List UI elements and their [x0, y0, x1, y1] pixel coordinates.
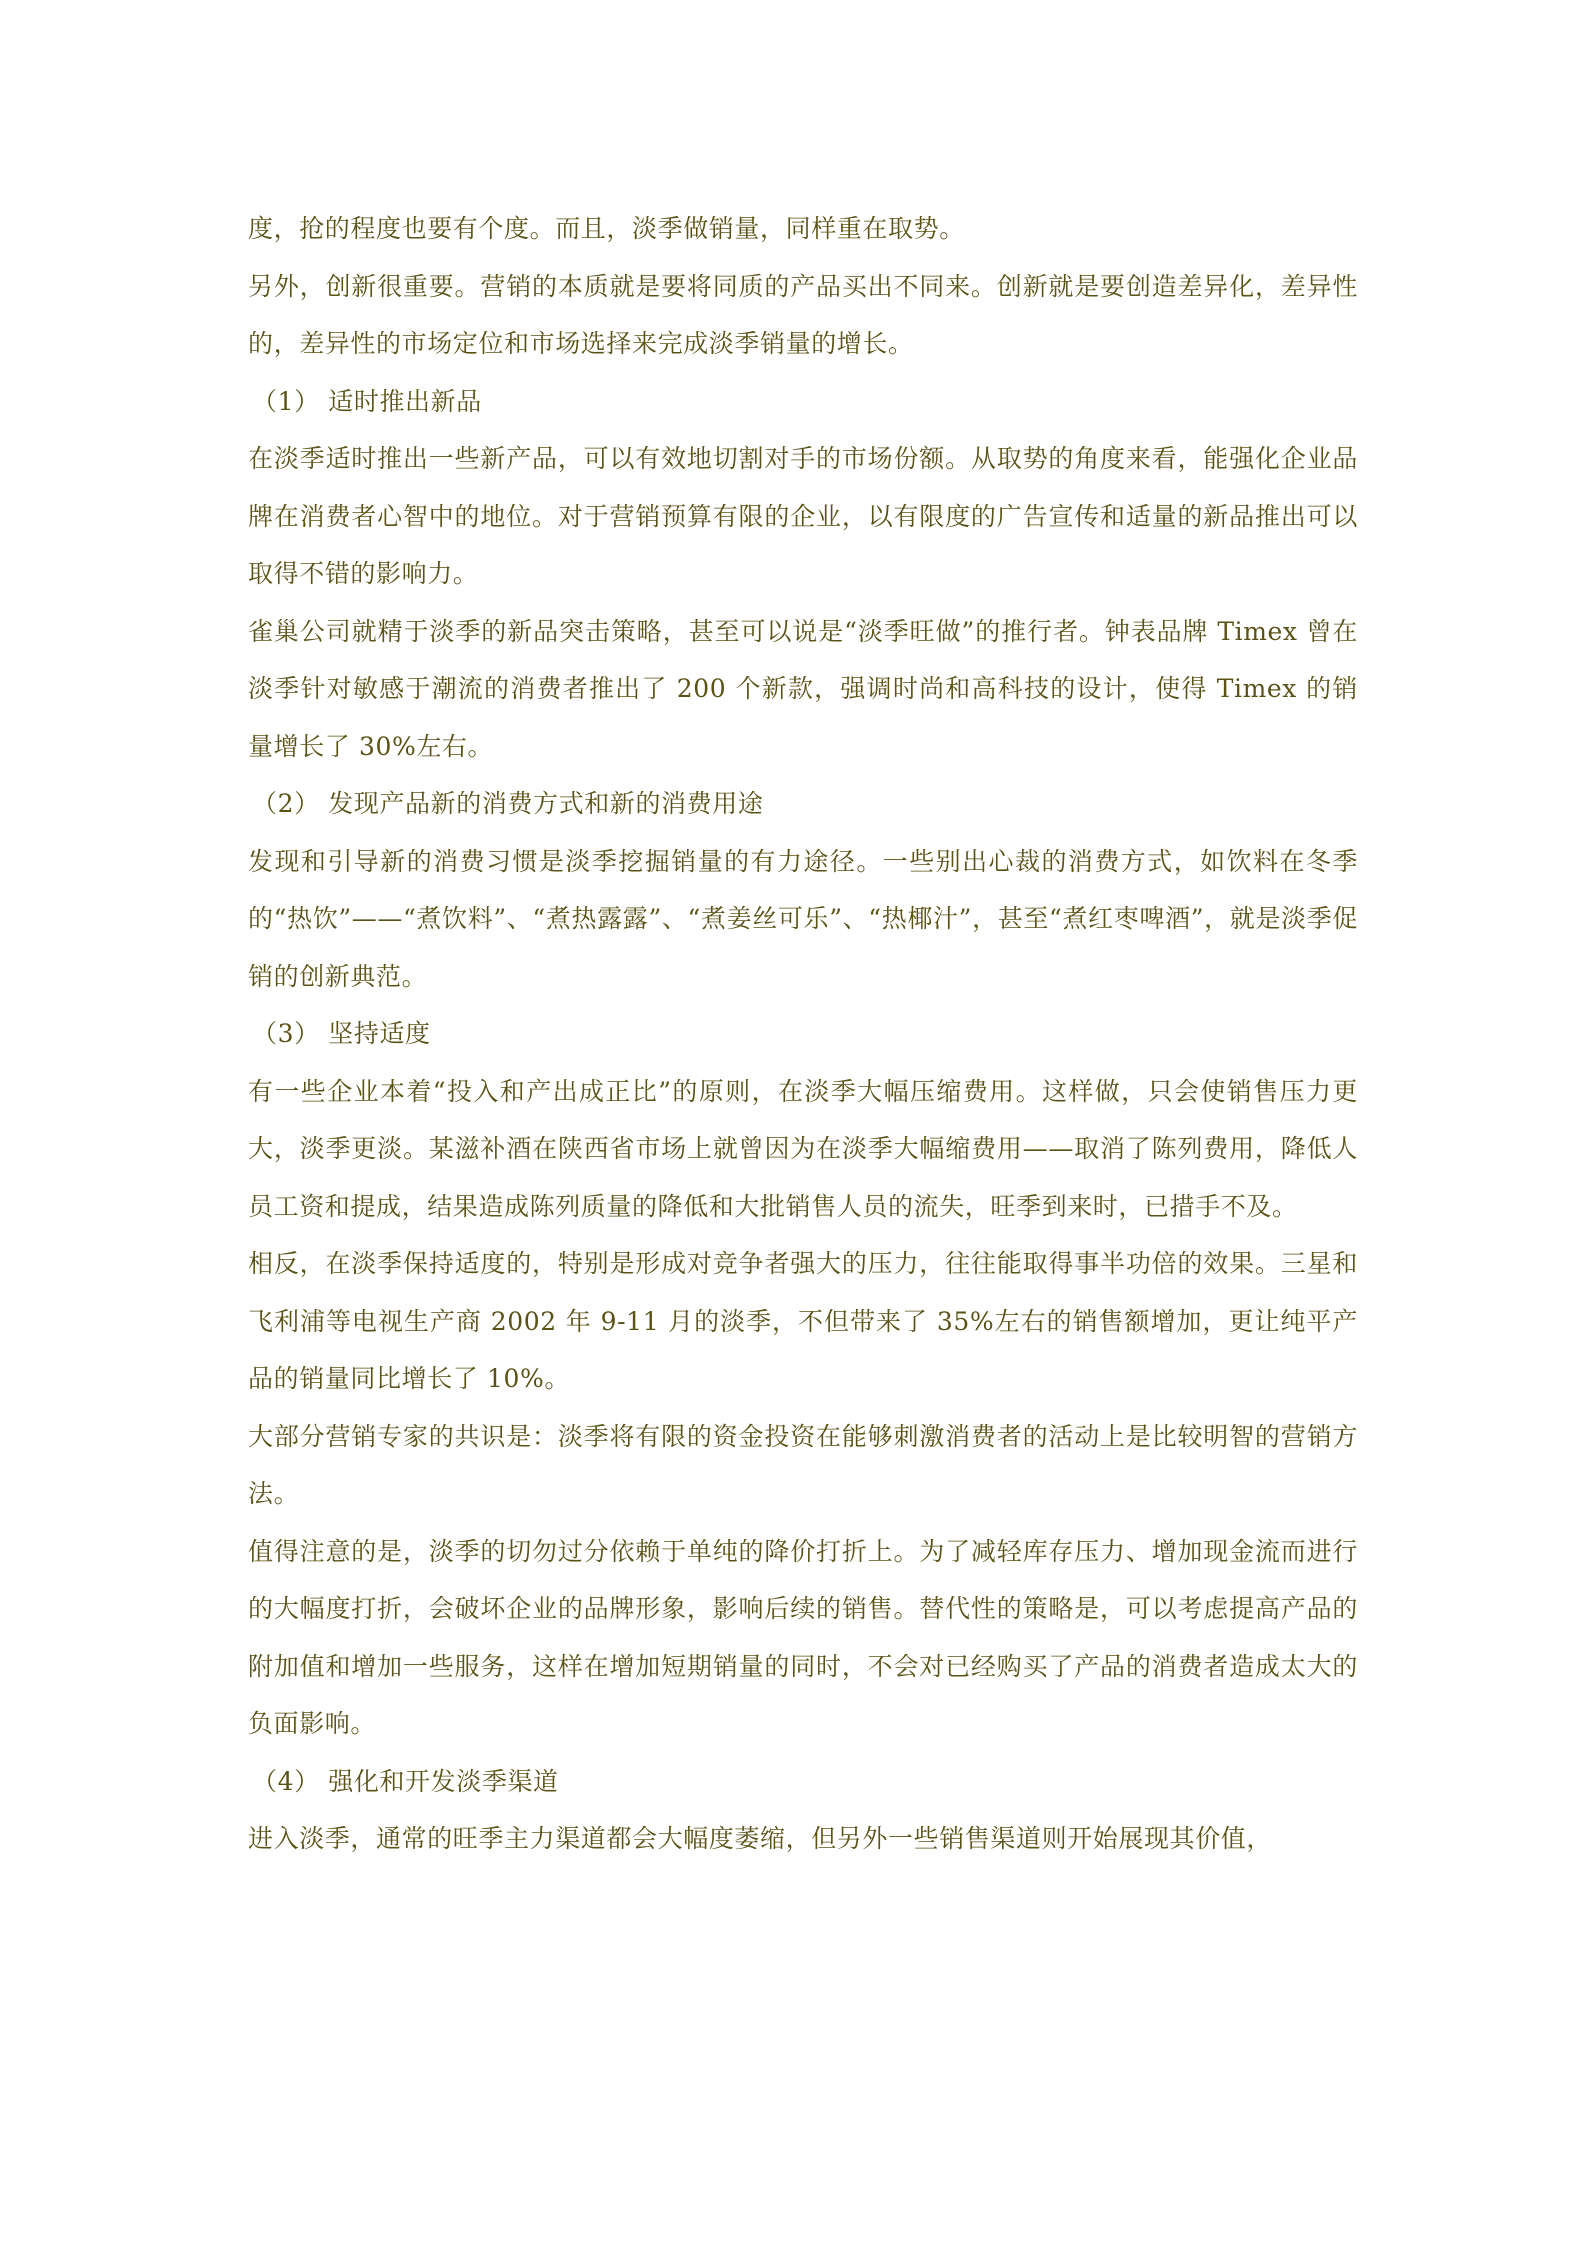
paragraph-6: 有一些企业本着“投入和产出成正比”的原则，在淡季大幅压缩费用。这样做，只会使销售压力更大，淡季更淡。某滋补酒在陕西省市场上就曾因为在淡季大幅缩费用——取消了陈列费用，降低人员工资和提成，结果造成陈列质量的降低和大批销售人员的流失，旺季到来时，已措手不及。 [248, 1076, 1358, 1221]
paragraph-8: 大部分营销专家的共识是：淡季将有限的资金投资在能够刺激消费者的活动上是比较明智的营销方法。 [248, 1421, 1358, 1508]
paragraph-9: 值得注意的是，淡季的切勿过分依赖于单纯的降价打折上。为了减轻库存压力、增加现金流而进行的大幅度打折，会破坏企业的品牌形象，影响后续的销售。替代性的策略是，可以考虑提高产品的附加值和增加一些服务，这样在增加短期销量的同时，不会对已经购买了产品的消费者造成太大的负面影响。 [248, 1536, 1358, 1738]
section-heading-4: （4） 强化和开发淡季渠道 [252, 1766, 559, 1796]
paragraph-10: 进入淡季，通常的旺季主力渠道都会大幅度萎缩，但另外一些销售渠道则开始展现其价值， [248, 1824, 1273, 1853]
paragraph-4: 雀巢公司就精于淡季的新品突击策略，甚至可以说是“淡季旺做”的推行者。钟表品牌 Timex 曾在淡季针对敏感于潮流的消费者推出了 200 个新款，强调时尚和高科技的设计，使得 Timex 的销量增长了 30%左右。 [248, 616, 1358, 761]
section-heading-1: （1） 适时推出新品 [252, 386, 482, 416]
paragraph-1: 度，抢的程度也要有个度。而且，淡季做销量，同样重在取势。 [248, 214, 965, 243]
section-heading-3: （3） 坚持适度 [252, 1019, 431, 1048]
paragraph-5: 发现和引导新的消费习惯是淡季挖掘销量的有力途径。一些别出心裁的消费方式，如饮料在冬季的“热饮”——“煮饮料”、“煮热露露”、“煮姜丝可乐”、“热椰汁”，甚至“煮红枣啤酒”，就是淡季促销的创新典范。 [248, 846, 1358, 991]
document-body [248, 200, 1358, 1868]
paragraph-7: 相反，在淡季保持适度的，特别是形成对竞争者强大的压力，往往能取得事半功倍的效果。三星和飞利浦等电视生产商 2002 年 9-11 月的淡季，不但带来了 35%左右的销售额增加，更让纯平产品的销量同比增长了 10%。 [248, 1249, 1358, 1393]
paragraph-3: 在淡季适时推出一些新产品，可以有效地切割对手的市场份额。从取势的角度来看，能强化企业品牌在消费者心智中的地位。对于营销预算有限的企业，以有限度的广告宣传和适量的新品推出可以取得不错的影响力。 [248, 444, 1358, 588]
section-heading-2: （2） 发现产品新的消费方式和新的消费用途 [252, 789, 764, 818]
paragraph-2: 另外，创新很重要。营销的本质就是要将同质的产品买出不同来。创新就是要创造差异化，差异性的，差异性的市场定位和市场选择来完成淡季销量的增长。 [248, 271, 1358, 358]
